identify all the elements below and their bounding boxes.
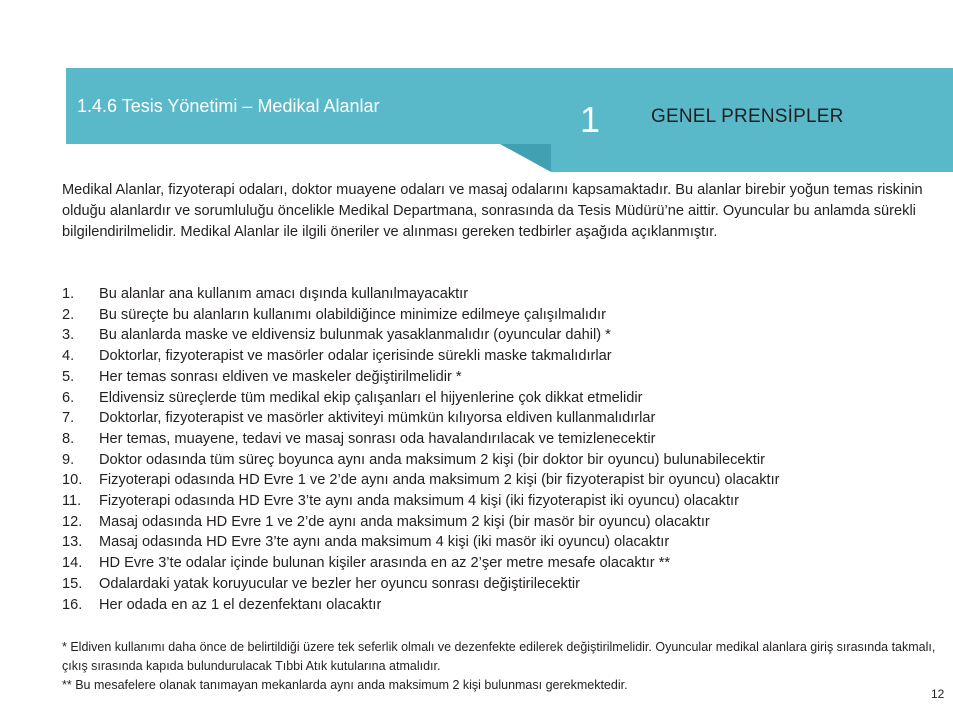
chapter-title: GENEL PRENSİPLER bbox=[651, 106, 844, 127]
list-item-number: 13. bbox=[62, 534, 83, 551]
footnote-1: * Eldiven kullanımı daha önce de belirtildiği üzere tek seferlik olmalı ve dezenfekte edilerek değiştirilmelidir. Oyuncular medikal alanlara giriş sırasında takmalı, çıkış sırasında kapıda bulundurulacak Tıbbi Atık kutularına atmalıdır. bbox=[62, 640, 936, 673]
list-item-number: 12. bbox=[62, 513, 83, 530]
list-item-number: 1. bbox=[62, 286, 75, 302]
list-item-text: Doktor odasında tüm süreç boyunca aynı anda maksimum 2 kişi (bir doktor bir oyuncu) bulunabilecektir bbox=[99, 451, 765, 468]
list-item-number: 10. bbox=[62, 472, 83, 489]
list-item-text: Fizyoterapi odasında HD Evre 1 ve 2’de aynı anda maksimum 2 kişi (bir fizyoterapist bir oyuncu) olacaktır bbox=[99, 472, 780, 489]
list-item-number: 9. bbox=[62, 451, 75, 468]
list-item-text: Bu süreçte bu alanların kullanımı olabildiğince minimize edilmeye çalışılmalıdır bbox=[99, 306, 606, 323]
list-item bbox=[62, 408, 942, 429]
list-item-text: Masaj odasında HD Evre 3’te aynı anda maksimum 4 kişi (iki masör iki oyuncu) olacaktır bbox=[99, 534, 670, 551]
list-item-number: 5. bbox=[62, 368, 75, 385]
list-item-text: HD Evre 3’te odalar içinde bulunan kişiler arasında en az 2’şer metre mesafe olacaktır ** bbox=[99, 555, 671, 572]
list-item-text: Bu alanlar ana kullanım amacı dışında kullanılmayacaktır bbox=[99, 286, 469, 302]
list-item bbox=[62, 491, 942, 512]
list-item-number: 11. bbox=[62, 493, 82, 510]
page-number: 12 bbox=[931, 687, 945, 701]
list-item-number: 16. bbox=[62, 596, 83, 613]
rules-list bbox=[62, 284, 942, 615]
list-item bbox=[62, 532, 942, 553]
list-item-text: Her temas, muayene, tedavi ve masaj sonrası oda havalandırılacak ve temizlenecektir bbox=[99, 430, 656, 447]
list-item-text: Fizyoterapi odasında HD Evre 3’te aynı anda maksimum 4 kişi (iki fizyoterapist iki oyuncu) olacaktır bbox=[99, 493, 739, 510]
list-item bbox=[62, 470, 942, 491]
list-item bbox=[62, 346, 942, 367]
list-item bbox=[62, 429, 942, 450]
list-item bbox=[62, 325, 942, 346]
list-item-text: Eldivensiz süreçlerde tüm medikal ekip çalışanları el hijyenlerine çok dikkat etmelidir bbox=[99, 389, 643, 406]
list-item-number: 6. bbox=[62, 389, 75, 406]
section-title: 1.4.6 Tesis Yönetimi – Medikal Alanlar bbox=[77, 96, 380, 116]
list-item-text: Masaj odasında HD Evre 1 ve 2’de aynı anda maksimum 2 kişi (bir masör bir oyuncu) olacaktır bbox=[99, 513, 710, 530]
list-item-text: Odalardaki yatak koruyucular ve bezler her oyuncu sonrası değiştirilecektir bbox=[99, 575, 581, 592]
list-item bbox=[62, 450, 942, 471]
list-item-number: 4. bbox=[62, 348, 75, 365]
list-item-number: 15. bbox=[62, 575, 83, 592]
intro-paragraph: Medikal Alanlar, fizyoterapi odaları, doktor muayene odaları ve masaj odalarını kapsamaktadır. Bu alanlar birebir yoğun temas riskinin olduğu alanlardır ve sorumluluğu öncelikle Medikal Departmana, sonrasında da Tesis Müdürü’ne aittir. Oyuncular bu anlamda sürekli bilgilendirilmelidir. Medikal Alanlar ile ilgili öneriler ve alınması gereken tedbirler aşağıda açıklanmıştır. bbox=[62, 182, 923, 240]
list-item-text: Bu alanlarda maske ve eldivensiz bulunmak yasaklanmalıdır (oyuncular dahil) * bbox=[99, 327, 611, 344]
header-banner-fold bbox=[500, 144, 551, 172]
list-item-number: 14. bbox=[62, 555, 83, 572]
footnote-2: ** Bu mesafelere olanak tanımayan mekanlarda aynı anda maksimum 2 kişi bulunması gerekmektedir. bbox=[62, 678, 628, 692]
list-item-number: 7. bbox=[62, 410, 75, 427]
list-item bbox=[62, 367, 942, 388]
list-item bbox=[62, 574, 942, 595]
list-item-text: Doktorlar, fizyoterapist ve masörler aktiviteyi mümkün kılıyorsa eldiven kullanmalıdırlar bbox=[99, 410, 656, 427]
list-item-number: 3. bbox=[62, 327, 75, 344]
list-item bbox=[62, 305, 942, 326]
footnotes bbox=[62, 638, 947, 695]
list-item-text: Her temas sonrası eldiven ve maskeler değiştirilmelidir * bbox=[99, 368, 462, 385]
list-item-text: Doktorlar, fizyoterapist ve masörler odalar içerisinde sürekli maske takmalıdırlar bbox=[99, 348, 612, 365]
list-item bbox=[62, 512, 942, 533]
list-item bbox=[62, 388, 942, 409]
list-item-number: 8. bbox=[62, 430, 75, 447]
list-item-number: 2. bbox=[62, 306, 75, 323]
list-item-text: Her odada en az 1 el dezenfektanı olacaktır bbox=[99, 596, 382, 613]
chapter-number: 1 bbox=[580, 99, 601, 140]
list-item bbox=[62, 595, 942, 616]
list-item bbox=[62, 284, 942, 305]
list-item bbox=[62, 553, 942, 574]
